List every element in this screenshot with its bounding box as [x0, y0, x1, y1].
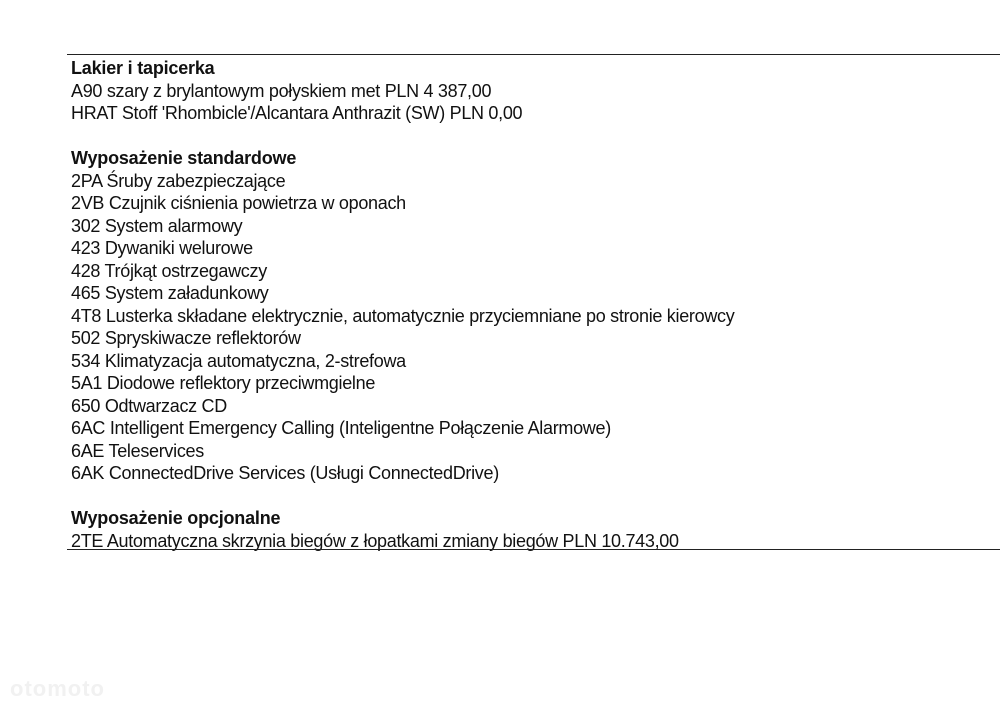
optional-equipment-section: [71, 507, 991, 552]
list-item: 502 Spryskiwacze reflektorów: [71, 328, 301, 348]
list-item: 423 Dywaniki welurowe: [71, 238, 253, 258]
list-item: 4T8 Lusterka składane elektrycznie, automatycznie przyciemniane po stronie kierowcy: [71, 305, 735, 326]
section-heading: Lakier i tapicerka: [71, 58, 215, 78]
list-item: 6AE Teleservices: [71, 440, 204, 461]
list-item: 6AK ConnectedDrive Services (Usługi ConnectedDrive): [71, 463, 499, 483]
list-item: 6AC Intelligent Emergency Calling (Inteligentne Połączenie Alarmowe): [71, 418, 611, 438]
list-item: HRAT Stoff 'Rhombicle'/Alcantara Anthrazit (SW) PLN 0,00: [71, 103, 523, 123]
section-heading: Wyposażenie standardowe: [71, 148, 297, 168]
watermark-logo: otomoto: [10, 676, 105, 701]
list-item: 534 Klimatyzacja automatyczna, 2-strefowa: [71, 350, 406, 371]
list-item: 650 Odtwarzacz CD: [71, 395, 227, 416]
list-item: 2PA Śruby zabezpieczające: [71, 170, 286, 191]
equipment-list: [71, 57, 991, 552]
list-item: 5A1 Diodowe reflektory przeciwmgielne: [71, 373, 376, 393]
bottom-divider: [67, 549, 1000, 550]
list-item: 2VB Czujnik ciśnienia powietrza w oponach: [71, 193, 406, 213]
list-item: 2TE Automatyczna skrzynia biegów z łopatkami zmiany biegów PLN 10.743,00: [71, 530, 679, 551]
paint-upholstery-section: [71, 57, 991, 125]
top-divider: [67, 54, 1000, 55]
list-item: 465 System załadunkowy: [71, 283, 269, 303]
section-heading: Wyposażenie opcjonalne: [71, 508, 281, 528]
standard-equipment-section: [71, 147, 991, 485]
list-item: 302 System alarmowy: [71, 215, 243, 236]
list-item: 428 Trójkąt ostrzegawczy: [71, 260, 267, 281]
list-item: A90 szary z brylantowym połyskiem met PLN 4 387,00: [71, 80, 492, 101]
